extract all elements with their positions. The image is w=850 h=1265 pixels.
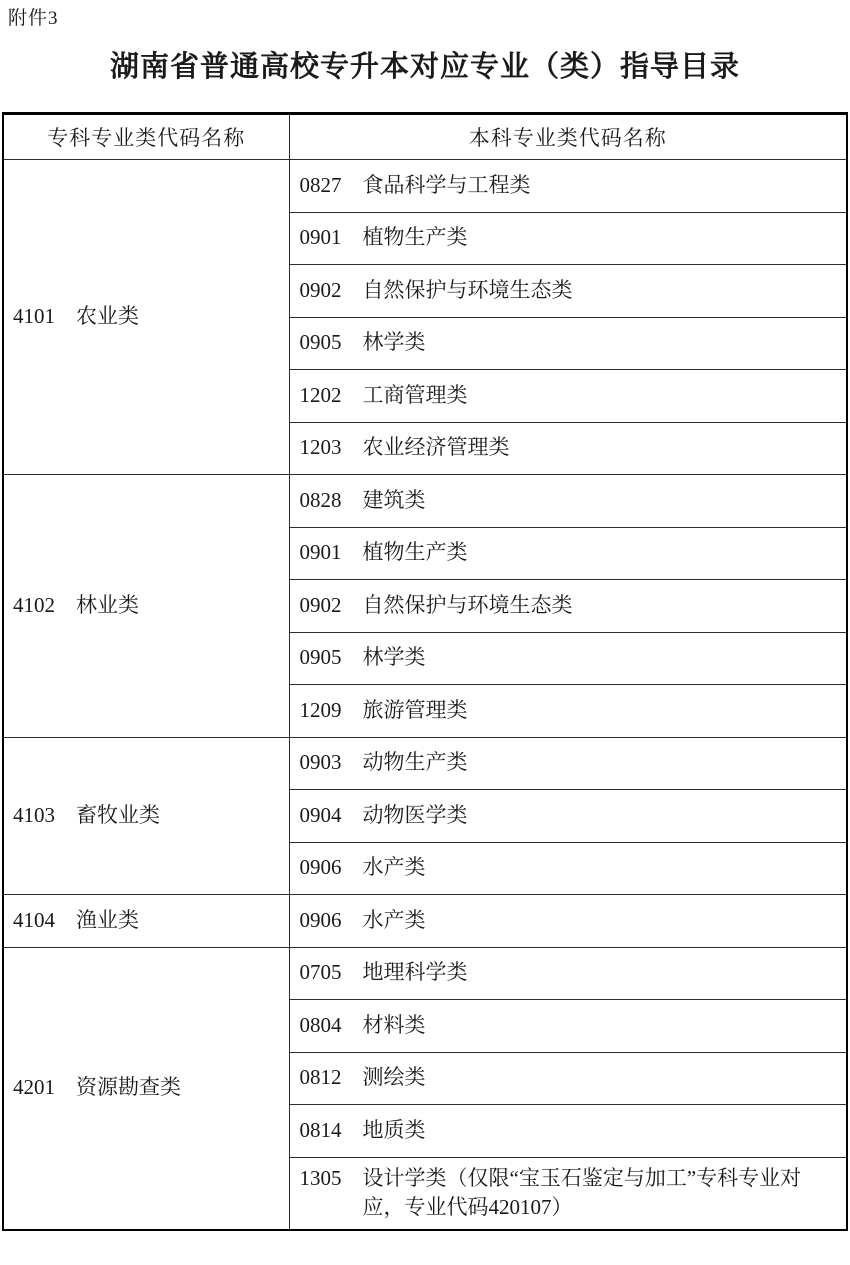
major-cell: [289, 1052, 847, 1105]
major-name: 建筑类: [362, 487, 426, 512]
major-cell: [289, 1000, 847, 1053]
attachment-label: 附件3: [8, 8, 59, 29]
major-name: 植物生产类: [362, 225, 468, 250]
major-name: 材料类: [362, 1012, 426, 1037]
major-code: 0903: [299, 750, 342, 775]
group-cell: [3, 737, 289, 895]
major-cell: [289, 317, 847, 370]
major-code: 1305: [299, 1165, 342, 1190]
major-name: 测绘类: [362, 1065, 426, 1090]
group-name: 农业类: [76, 304, 139, 329]
major-code: 0905: [299, 330, 342, 355]
major-code: 0827: [299, 172, 342, 197]
group-code: 4102: [13, 592, 55, 617]
group-name: 畜牧业类: [76, 802, 160, 827]
table-row: [3, 947, 847, 1000]
group-code: 4104: [13, 907, 55, 932]
major-code: 0814: [299, 1117, 342, 1142]
major-cell: [289, 632, 847, 685]
major-cell: [289, 212, 847, 265]
major-cell: [289, 580, 847, 633]
major-cell: [289, 1157, 847, 1230]
major-name: 水产类: [362, 907, 426, 932]
major-cell: [289, 790, 847, 843]
table-header-row: [3, 114, 847, 160]
group-code: 4103: [13, 802, 55, 827]
major-code: 0901: [299, 225, 342, 250]
major-code: 0906: [299, 907, 342, 932]
group-code: 4201: [13, 1075, 55, 1100]
major-code: 1202: [299, 382, 342, 407]
group-name: 渔业类: [76, 907, 139, 932]
major-name: 林学类: [362, 645, 426, 670]
major-name: 旅游管理类: [362, 697, 468, 722]
major-name: 工商管理类: [362, 382, 468, 407]
major-code: 1209: [299, 697, 342, 722]
table-row: [3, 895, 847, 948]
major-cell: [289, 1105, 847, 1158]
major-name: 自然保护与环境生态类: [362, 277, 573, 302]
major-cell: [289, 527, 847, 580]
major-code: 0828: [299, 487, 342, 512]
table-row: [3, 160, 847, 213]
major-cell: [289, 685, 847, 738]
major-code: 0902: [299, 277, 342, 302]
major-cell: [289, 737, 847, 790]
majors-table-body: [3, 160, 847, 1231]
group-cell: [3, 895, 289, 948]
group-name: 林业类: [76, 592, 139, 617]
major-code: 0906: [299, 855, 342, 880]
group-cell: [3, 160, 289, 475]
major-cell: [289, 265, 847, 318]
major-name: 自然保护与环境生态类: [362, 592, 573, 617]
page-title: 湖南省普通高校专升本对应专业（类）指导目录: [109, 51, 740, 83]
major-cell: [289, 370, 847, 423]
major-name: 水产类: [362, 855, 426, 880]
major-name: 植物生产类: [362, 540, 468, 565]
group-cell: [3, 947, 289, 1230]
table-row: [3, 475, 847, 528]
major-name: 林学类: [362, 330, 426, 355]
col-header-zhuanke: 专科专业类代码名称: [3, 114, 289, 160]
group-cell: [3, 475, 289, 738]
table-row: [3, 737, 847, 790]
major-name: 地质类: [362, 1117, 426, 1142]
major-name: 设计学类（仅限“宝玉石鉴定与加工”专科专业对应，专业代码420107）: [362, 1165, 802, 1220]
major-cell: [289, 947, 847, 1000]
major-cell: [289, 422, 847, 475]
major-code: 0905: [299, 645, 342, 670]
major-name: 动物医学类: [362, 802, 468, 827]
col-header-benke: 本科专业类代码名称: [289, 114, 847, 160]
major-name: 地理科学类: [362, 960, 468, 985]
majors-table: [2, 112, 848, 1231]
major-cell: [289, 895, 847, 948]
major-name: 食品科学与工程类: [362, 172, 531, 197]
major-code: 0902: [299, 592, 342, 617]
major-cell: [289, 475, 847, 528]
major-code: 0812: [299, 1065, 342, 1090]
major-code: 0904: [299, 802, 342, 827]
group-code: 4101: [13, 304, 55, 329]
major-name: 动物生产类: [362, 750, 468, 775]
major-code: 0901: [299, 540, 342, 565]
major-code: 1203: [299, 435, 342, 460]
major-cell: [289, 842, 847, 895]
group-name: 资源勘查类: [76, 1075, 181, 1100]
major-code: 0804: [299, 1012, 342, 1037]
major-cell: [289, 160, 847, 213]
major-name: 农业经济管理类: [362, 435, 510, 460]
major-code: 0705: [299, 960, 342, 985]
